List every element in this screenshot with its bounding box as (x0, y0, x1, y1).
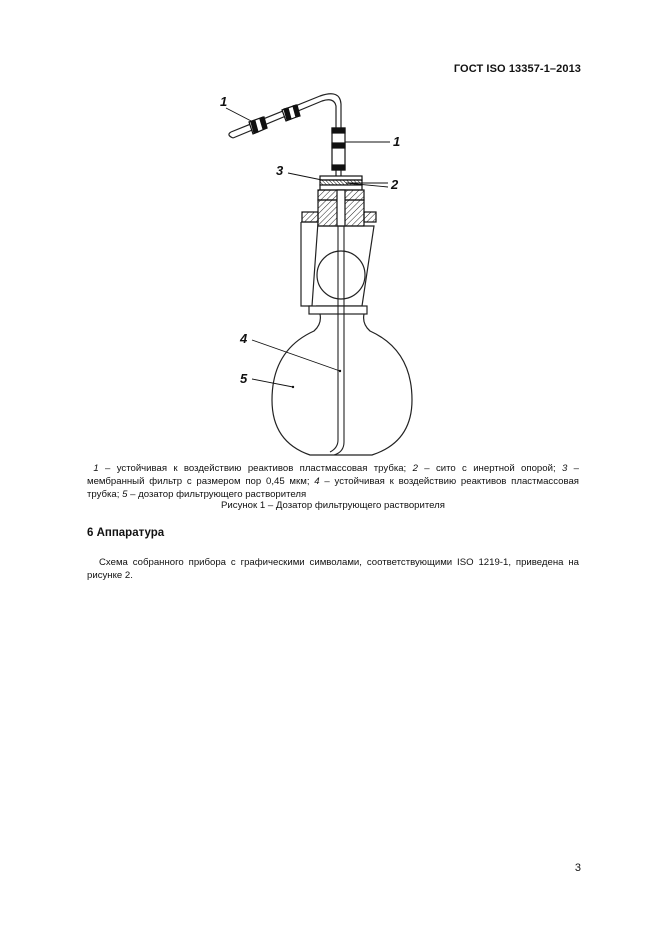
figure-filter-dispenser (200, 90, 440, 460)
legend-num-3: 3 (561, 463, 568, 474)
figure-caption: Рисунок 1 – Дозатор фильтрующего растворителя (221, 500, 445, 511)
legend-text-2: – сито с инертной опорой; (417, 463, 562, 474)
label-flask: 5 (240, 371, 248, 386)
adapter-body (302, 190, 376, 226)
leader-lines (226, 108, 390, 387)
dip-tube (330, 226, 344, 455)
document-code: ГОСТ ISO 13357-1–2013 (453, 63, 581, 75)
label-sieve: 3 (276, 163, 284, 178)
label-tube-right: 1 (393, 134, 401, 149)
legend-num-5: 5 (122, 489, 128, 500)
label-tube-top: 1 (220, 94, 228, 109)
page-number: 3 (574, 862, 581, 874)
flask (272, 314, 412, 455)
legend-text-1: – устойчивая к воздействию реактивов пластмассовая трубка; (98, 463, 413, 474)
tube-sleeve-angled (249, 105, 300, 134)
section-heading: 6 Аппаратура (87, 527, 165, 539)
legend-text-3: – мембранный фильтр с размером пор 0,45 мкм; (87, 463, 579, 487)
legend-num-4: 4 (314, 476, 320, 487)
legend-text-5: – дозатор фильтрующего растворителя (127, 489, 307, 500)
legend-num-1: 1 (93, 463, 99, 474)
tube-sleeve-vertical (332, 128, 345, 170)
label-inner-tube: 4 (240, 331, 248, 346)
outlet-tube (229, 94, 341, 180)
figure-legend (87, 462, 579, 501)
legend-text-4: – устойчивая к воздействию реактивов пластмассовая трубка; (87, 476, 579, 500)
legend-num-2: 2 (412, 463, 418, 474)
label-filter: 2 (391, 177, 399, 192)
section-paragraph: Схема собранного прибора с графическими символами, соответствующими ISO 1219-1, приведена на рисунке 2. (87, 557, 579, 581)
